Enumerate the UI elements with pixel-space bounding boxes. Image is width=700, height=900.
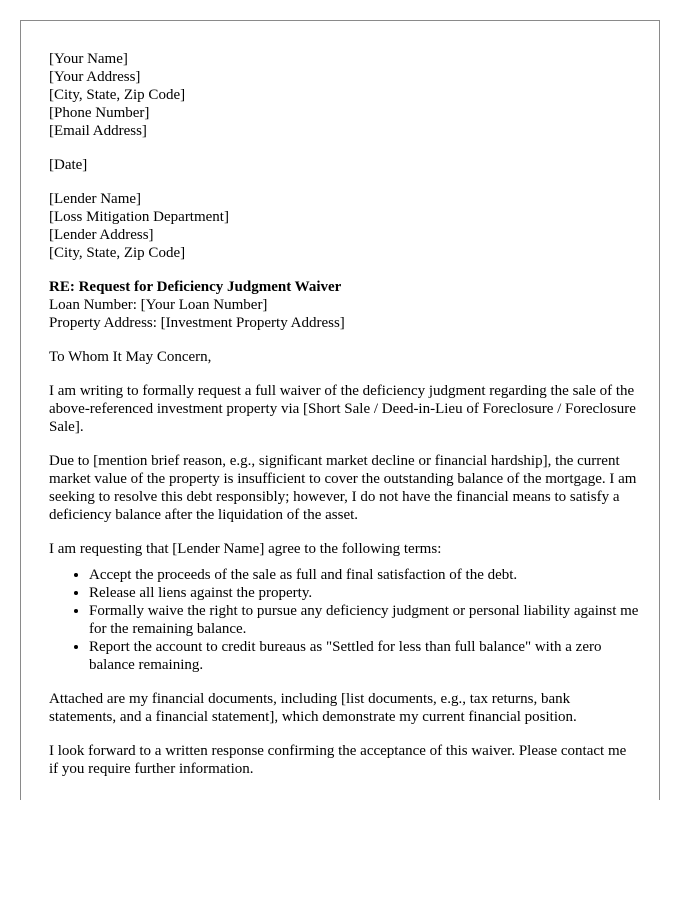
- letter-date: [Date]: [49, 157, 88, 173]
- sender-address: [Your Address]: [49, 69, 141, 85]
- subject-property-address: Property Address: [Investment Property Address]: [49, 315, 345, 331]
- paragraph-closing-request: I look forward to a written response confirming the acceptance of this waiver. Please contact me if you require further information.: [49, 743, 627, 777]
- recipient-block: [49, 190, 639, 262]
- recipient-city-state-zip: [City, State, Zip Code]: [49, 245, 186, 261]
- paragraph-attachments: Attached are my financial documents, including [list documents, e.g., tax returns, bank statements, and a financial statement], which demonstrate my current financial position.: [49, 691, 577, 725]
- paragraph-reason: Due to [mention brief reason, e.g., significant market decline or financial hardship], the current market value of the property is insufficient to cover the outstanding balance of the mortgage. I am seeking to resolve this debt responsibly; however, I do not have the financial means to satisfy a deficiency balance after the liquidation of the asset.: [49, 453, 637, 523]
- subject-loan-number: Loan Number: [Your Loan Number]: [49, 297, 268, 313]
- sender-email: [Email Address]: [49, 123, 147, 139]
- date-block: [49, 156, 639, 174]
- salutation: To Whom It May Concern,: [49, 349, 212, 365]
- recipient-lender-address: [Lender Address]: [49, 227, 154, 243]
- sender-phone: [Phone Number]: [49, 105, 150, 121]
- terms-list-item: • Formally waive the right to pursue any deficiency judgment or personal liability against me for the remaining balance.: [89, 602, 639, 638]
- recipient-lender-name: [Lender Name]: [49, 191, 142, 207]
- letter-body: [49, 50, 639, 794]
- subject-block: [49, 278, 639, 332]
- subject-re: RE: Request for Deficiency Judgment Waiver: [49, 279, 342, 295]
- terms-list-item: • Accept the proceeds of the sale as full and final satisfaction of the debt.: [89, 566, 639, 584]
- sender-block: [49, 50, 639, 140]
- paragraph-waiver-request: I am writing to formally request a full waiver of the deficiency judgment regarding the sale of the above-referenced investment property via [Short Sale / Deed-in-Lieu of Foreclosure / Foreclosure Sale].: [49, 383, 636, 435]
- paragraph-terms-intro: I am requesting that [Lender Name] agree to the following terms:: [49, 541, 442, 557]
- sender-city-state-zip: [City, State, Zip Code]: [49, 87, 186, 103]
- sender-name: [Your Name]: [49, 51, 128, 67]
- letter-page: [20, 20, 660, 800]
- terms-list-item: • Report the account to credit bureaus as "Settled for less than full balance" with a zero balance remaining.: [89, 638, 639, 674]
- terms-list: [49, 566, 639, 674]
- terms-list-item: • Release all liens against the property.: [89, 584, 639, 602]
- recipient-department: [Loss Mitigation Department]: [49, 209, 229, 225]
